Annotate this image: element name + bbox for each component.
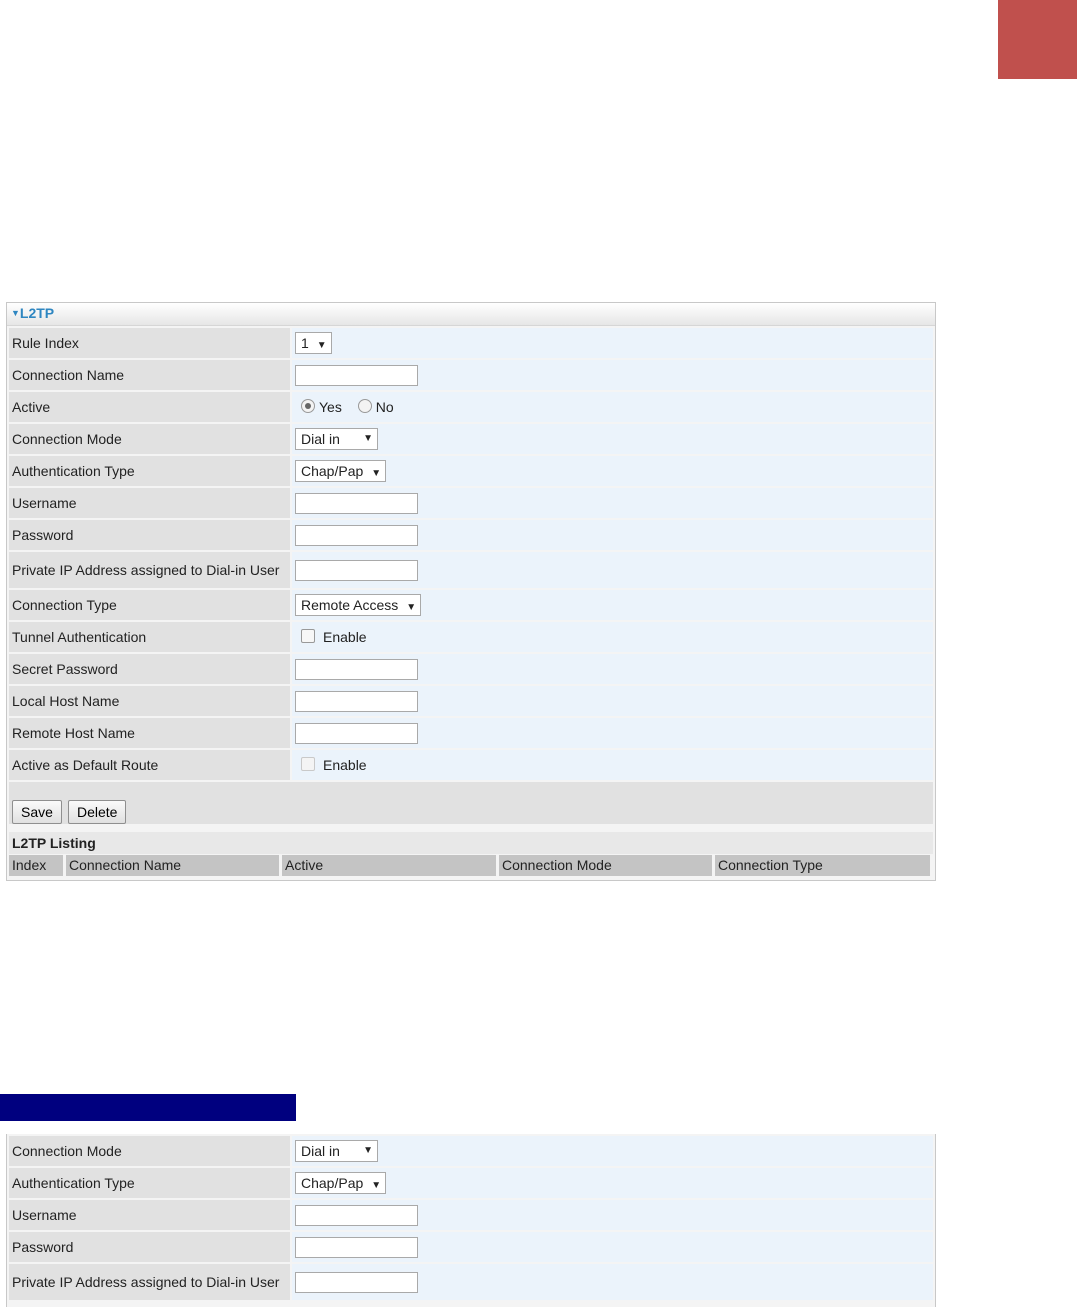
row-default-route (9, 750, 933, 780)
row-auth-type (9, 456, 933, 486)
secret-password-input[interactable] (295, 659, 418, 680)
row-tunnel-auth (9, 622, 933, 652)
row-password (9, 1232, 933, 1262)
connection-mode-value: Dial in (301, 1143, 340, 1159)
remote-host-input[interactable] (295, 723, 418, 744)
dropdown-arrow-icon: ▼ (406, 602, 417, 613)
private-ip-input[interactable] (295, 1272, 418, 1293)
local-host-input[interactable] (295, 691, 418, 712)
l2tp-panel-title: L2TP (19, 305, 55, 321)
l2tp-panel-header[interactable] (7, 303, 935, 326)
row-remote-host (9, 718, 933, 748)
dropdown-arrow-icon: ▼ (316, 340, 327, 351)
local-host-label: Local Host Name (9, 686, 290, 716)
connection-type-label: Connection Type (9, 590, 290, 620)
dropdown-arrow-icon: ▼ (363, 1145, 373, 1156)
tunnel-auth-label: Tunnel Authentication (9, 622, 290, 652)
col-connection-mode: Connection Mode (499, 855, 712, 876)
active-yes-label: Yes (319, 399, 342, 415)
row-private-ip (9, 1264, 933, 1300)
active-yes-radio[interactable] (301, 399, 315, 413)
default-route-checkbox[interactable] (301, 757, 315, 771)
active-label: Active (9, 392, 290, 422)
row-username (9, 1200, 933, 1230)
username-input[interactable] (295, 1205, 418, 1226)
tunnel-auth-enable-label: Enable (323, 629, 367, 645)
remote-host-label: Remote Host Name (9, 718, 290, 748)
username-label: Username (9, 488, 290, 518)
default-route-label: Active as Default Route (9, 750, 290, 780)
row-auth-type (9, 1168, 933, 1198)
row-connection-mode (9, 424, 933, 454)
default-route-enable-label: Enable (323, 757, 367, 773)
rule-index-select[interactable] (295, 332, 332, 354)
row-secret-password (9, 654, 933, 684)
corner-tab-decoration (998, 0, 1077, 79)
row-active (9, 392, 933, 422)
password-label: Password (9, 520, 290, 550)
l2tp-listing-header (9, 855, 933, 876)
row-private-ip (9, 552, 933, 588)
tunnel-auth-checkbox[interactable] (301, 629, 315, 643)
col-connection-type: Connection Type (715, 855, 930, 876)
private-ip-input[interactable] (295, 560, 418, 581)
password-label: Password (9, 1232, 290, 1262)
rule-index-value: 1 (301, 335, 309, 351)
auth-type-select[interactable] (295, 460, 386, 482)
l2tp-form-table (9, 326, 933, 782)
col-connection-name: Connection Name (66, 855, 279, 876)
connection-type-select[interactable] (295, 594, 421, 616)
collapse-triangle-icon[interactable]: ▼ (11, 308, 20, 318)
row-rule-index (9, 328, 933, 358)
username-label: Username (9, 1200, 290, 1230)
col-index: Index (9, 855, 63, 876)
active-no-label: No (375, 399, 394, 415)
connection-mode-label: Connection Mode (9, 1136, 290, 1166)
row-local-host (9, 686, 933, 716)
auth-type-value: Chap/Pap (301, 463, 364, 479)
auth-type-select[interactable] (295, 1172, 386, 1194)
dropdown-arrow-icon: ▼ (371, 468, 382, 479)
connection-mode-value: Dial in (301, 431, 340, 447)
username-input[interactable] (295, 493, 418, 514)
connection-mode-select[interactable] (295, 428, 378, 450)
auth-type-label: Authentication Type (9, 456, 290, 486)
section-heading-bar (0, 1094, 296, 1121)
row-connection-mode (9, 1136, 933, 1166)
row-username (9, 488, 933, 518)
auth-type-label: Authentication Type (9, 1168, 290, 1198)
dialin-form-table (9, 1134, 933, 1302)
rule-index-label: Rule Index (9, 328, 290, 358)
row-password (9, 520, 933, 550)
connection-name-input[interactable] (295, 365, 418, 386)
password-input[interactable] (295, 525, 418, 546)
button-bar (9, 782, 933, 824)
col-active: Active (282, 855, 496, 876)
auth-type-value: Chap/Pap (301, 1175, 364, 1191)
secret-password-label: Secret Password (9, 654, 290, 684)
connection-mode-select[interactable] (295, 1140, 378, 1162)
active-no-radio[interactable] (358, 399, 372, 413)
password-input[interactable] (295, 1237, 418, 1258)
dropdown-arrow-icon: ▼ (371, 1180, 382, 1191)
dropdown-arrow-icon: ▼ (363, 433, 373, 444)
dialin-panel (6, 1134, 936, 1307)
l2tp-listing-title: L2TP Listing (9, 832, 933, 854)
private-ip-label: Private IP Address assigned to Dial-in User (9, 1264, 290, 1300)
delete-button[interactable]: Delete (68, 800, 126, 824)
row-connection-name (9, 360, 933, 390)
connection-mode-label: Connection Mode (9, 424, 290, 454)
l2tp-panel (6, 302, 936, 881)
row-connection-type (9, 590, 933, 620)
connection-type-value: Remote Access (301, 597, 399, 613)
save-button[interactable]: Save (12, 800, 62, 824)
connection-name-label: Connection Name (9, 360, 290, 390)
private-ip-label: Private IP Address assigned to Dial-in User (9, 552, 290, 588)
